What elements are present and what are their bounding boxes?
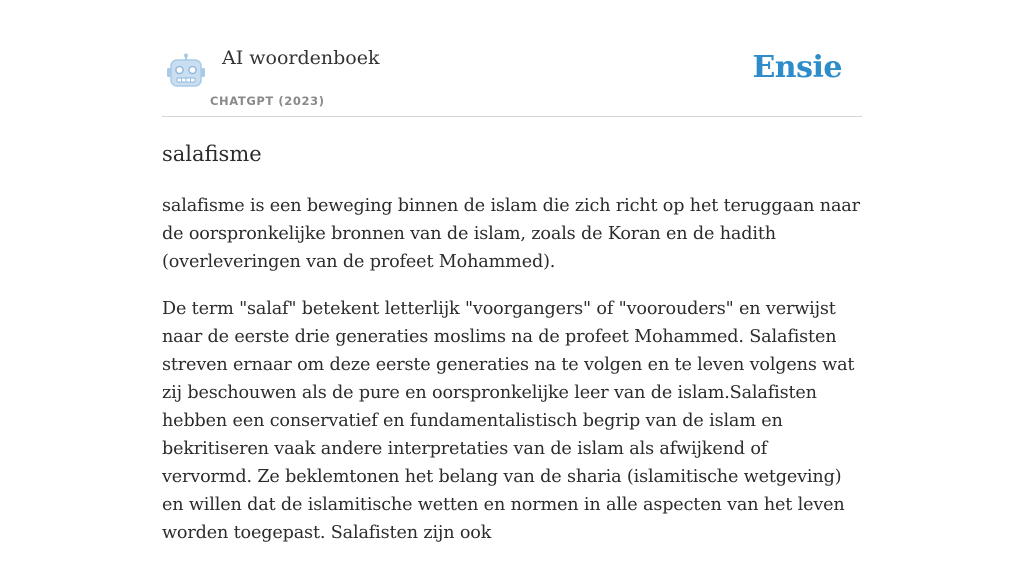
robot-icon (166, 53, 206, 89)
site-name[interactable]: AI woordenboek (222, 47, 380, 69)
page-container (162, 0, 862, 543)
entry-body (162, 192, 862, 566)
entry-paragraph: salafisme is een beweging binnen de islam die zich richt op het teruggaan naar de oorspronkelijke bronnen van de islam, zoals de Koran en de hadith (overleveringen van de profeet Mohammed). (162, 196, 860, 272)
header (162, 0, 862, 117)
entry-paragraph: De term "salaf" betekent letterlijk "voorgangers" of "voorouders" en verwijst naar de eerste drie generaties moslims na de profeet Mohammed. Salafisten streven ernaar om deze eerste generaties na te volgen en te leven volgens wat zij beschouwen als de pure en oorspronkelijke leer van de islam.Salafisten hebben een conservatief en fundamentalistisch begrip van de islam en bekritiseren vaak andere interpretaties van de islam als afwijkend of vervormd. Ze beklemtonen het belang van de sharia (islamitische wetgeving) en willen dat de islamitische wetten en normen in alle aspecten van het leven worden toegepast. Salafisten zijn ook (162, 299, 855, 543)
entry-title: salafisme (162, 142, 262, 166)
source-label: CHATGPT (2023) (210, 94, 325, 108)
ensie-logo[interactable]: Ensie (752, 50, 842, 85)
